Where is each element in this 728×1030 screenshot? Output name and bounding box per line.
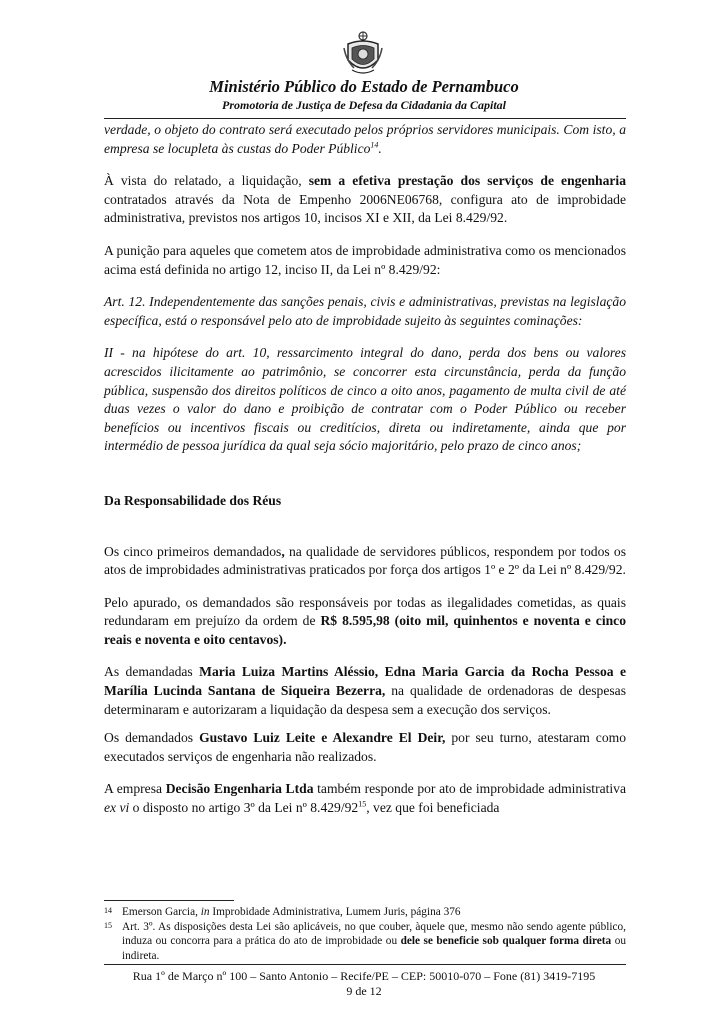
law-inciso-quote: II - na hipótese do art. 10, ressarcimento integral do dano, perda dos bens ou valores acrescidos ilicitamente ao patrimônio, se concorrer esta circunstância, perda da função pública, suspensão dos direitos políticos de cinco a oito anos, pagamento de multa civil de até duas vezes o valor do dano e proibição de contratar com o Poder Público ou receber benefícios ou incentivos fiscais ou creditícios, direta ou indiretamente, ainda que por intermédio de pessoa jurídica da qual seja sócio majoritário, pelo prazo de cinco anos;: [104, 345, 626, 454]
paragraph-3: A punição para aqueles que cometem atos de improbidade administrativa como os mencionados acima está definida no artigo 12, inciso II, da Lei nº 8.429/92:: [104, 242, 626, 277]
footnote-ref-15: 15: [358, 799, 367, 809]
paragraph-6: Os cinco primeiros demandados, na qualidade de servidores públicos, respondem por todos os atos de improbidades administrativas praticados por força dos artigos 1º e 2º da Lei nº 8.429/92.: [104, 543, 626, 578]
footnote-15: 15 Art. 3º. As disposições desta Lei são aplicáveis, no que couber, àquele que, mesmo não sendo agente público, induza ou concorra para a prática do ato de improbidade ou dele se beneficie sob qualquer forma direta ou indireta.: [104, 920, 626, 962]
paragraph-8: As demandadas Maria Luiza Martins Aléssio, Edna Maria Garcia da Rocha Pessoa e Marília Lucinda Santana de Siqueira Bezerra, na qualidade de ordenadoras de despesas determinaram e autorizaram a liquidação da despesa sem a execução dos serviços.: [104, 664, 627, 717]
footnotes: [104, 905, 626, 963]
header-divider: [104, 118, 626, 119]
footer-address: Rua 1º de Março nº 100 – Santo Antonio – Recife/PE – CEP: 50010-070 – Fone (81) 3419-7195: [132, 969, 596, 983]
law-article-quote: Art. 12. Independentemente das sanções penais, civis e administrativas, previstas na legislação específica, está o responsável pelo ato de improbidade sujeito às seguintes cominações:: [104, 294, 626, 328]
paragraph-9: Os demandados Gustavo Luiz Leite e Alexandre El Deir, por seu turno, atestaram como executados serviços de engenharia não realizados.: [104, 730, 627, 764]
footer-divider: [104, 964, 626, 965]
page-footer: [0, 969, 728, 998]
organization-subtitle: Promotoria de Justiça de Defesa da Cidadania da Capital: [222, 98, 506, 112]
footnote-14: 14 Emerson Garcia, in Improbidade Administrativa, Lumem Juris, página 376: [104, 906, 461, 918]
footnote-ref-14: 14: [370, 140, 379, 150]
paragraph-2: À vista do relatado, a liquidação, sem a efetiva prestação dos serviços de engenharia contratados através da Nota de Empenho 2006NE06768, configura ato de improbidade administrativa, previstos nos artigos 10, incisos XI e XII, da Lei 8.429/92.: [104, 173, 626, 226]
paragraph-7: Pelo apurado, os demandados são responsáveis por todas as ilegalidades cometidas, as quais redundaram em prejuízo da ordem de R$ 8.595,98 (oito mil, quinhentos e noventa e cinco reais e noventa e oito centavos).: [104, 594, 626, 647]
page-number: 9 de 12: [346, 983, 382, 998]
paragraph-10: A empresa Decisão Engenharia Ltda também responde por ato de improbidade administrativa ex vi o disposto no artigo 3º da Lei nº $8.429/92^{15}$, vez que foi beneficiada: [104, 781, 627, 816]
organization-title: Ministério Público do Estado de Pernambuco: [209, 77, 519, 96]
document-body: [104, 121, 626, 832]
section-heading: Da Responsabilidade dos Réus: [104, 492, 282, 508]
paragraph-1: verdade, o objeto do contrato será executado pelos próprios servidores municipais. Com isto, a empresa se locupleta às custas do Poder Público$^{14}$.: [104, 122, 626, 156]
coat-of-arms-icon: [342, 30, 384, 78]
footnote-divider: [104, 900, 234, 901]
